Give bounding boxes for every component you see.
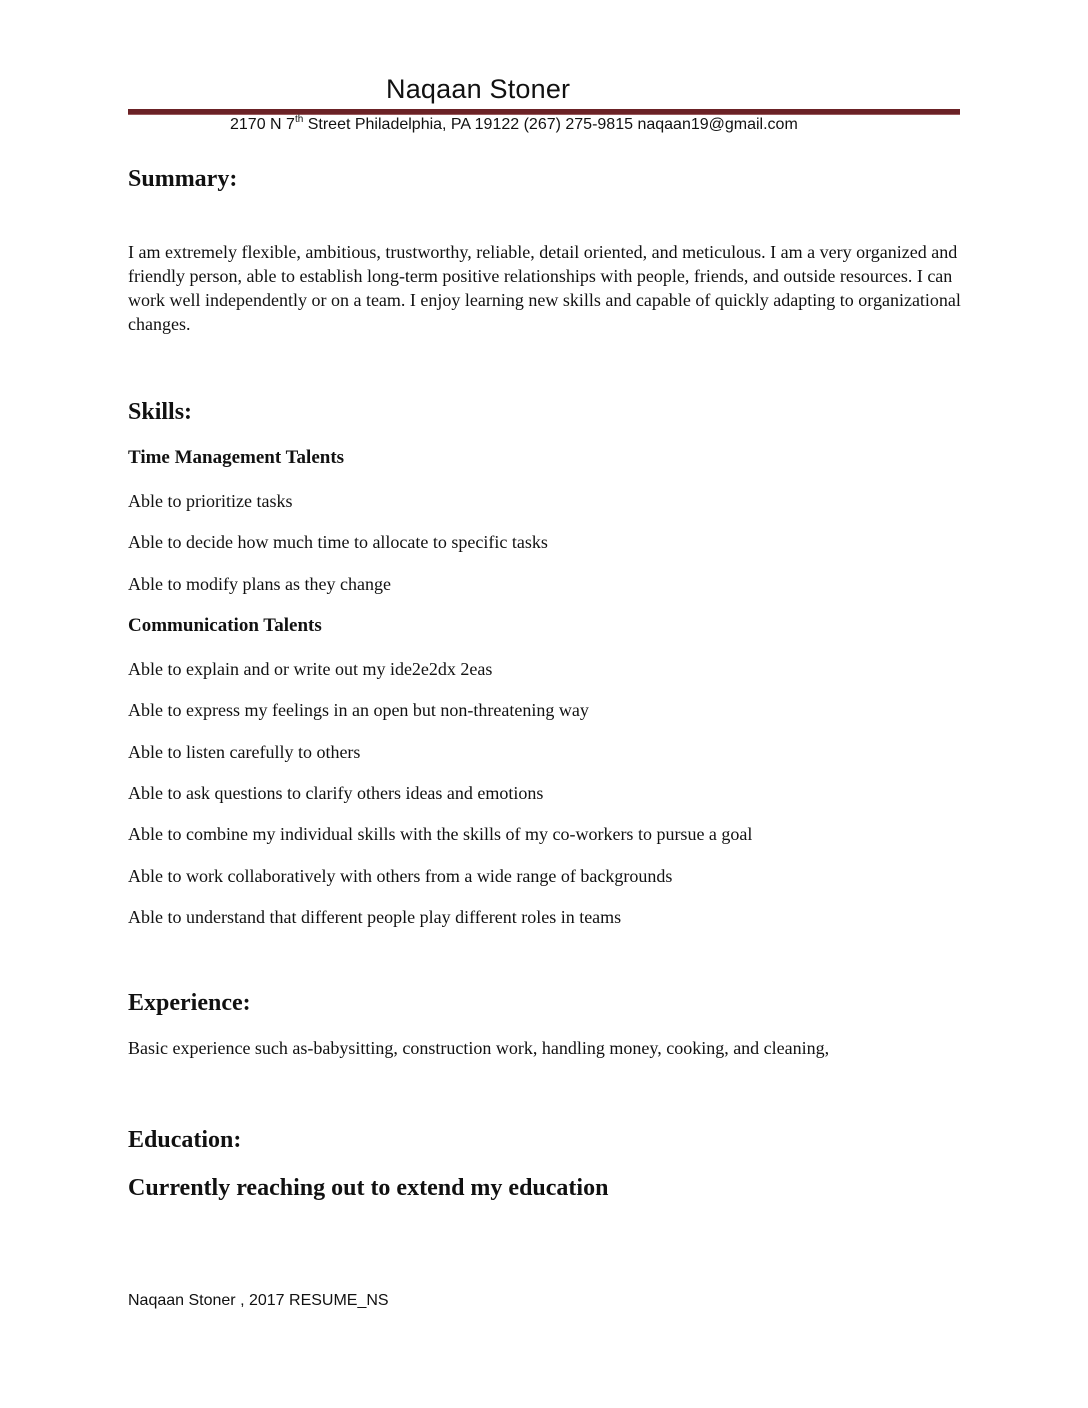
skill-item: Able to understand that different people play different roles in teams <box>128 907 622 927</box>
contact-line <box>230 116 798 134</box>
summary-heading: Summary: <box>128 166 238 192</box>
skills-heading: Skills: <box>128 399 193 425</box>
skill-item: Able to prioritize tasks <box>128 491 293 511</box>
education-heading: Education: <box>128 1127 242 1153</box>
summary-text: I am extremely flexible, ambitious, trustworthy, reliable, detail oriented, and meticulous. I am a very organized and friendly person, able to establish long-term positive relationships with people, friends, and outside resources. I can work well independently or on a team. I enjoy learning new skills and capable of quickly adapting to organizational changes. <box>128 242 961 334</box>
resume-name: Naqaan Stoner <box>386 74 571 104</box>
address-prefix: 2170 N 7 <box>230 116 295 133</box>
skill-item: Able to listen carefully to others <box>128 742 361 762</box>
header-divider <box>128 109 960 115</box>
skill-group-title: Communication Talents <box>128 615 322 636</box>
skill-group-title: Time Management Talents <box>128 447 345 468</box>
address-superscript: th <box>294 114 304 125</box>
skill-item: Able to work collaboratively with others from a wide range of backgrounds <box>128 866 673 886</box>
page-footer: Naqaan Stoner , 2017 RESUME_NS <box>128 1292 389 1309</box>
skill-item: Able to modify plans as they change <box>128 574 391 594</box>
experience-heading: Experience: <box>128 990 251 1016</box>
skill-item: Able to explain and or write out my ide2e2dx 2eas <box>128 659 493 679</box>
skill-item: Able to decide how much time to allocate to specific tasks <box>128 532 548 552</box>
education-text: Currently reaching out to extend my education <box>128 1175 609 1201</box>
skill-item: Able to combine my individual skills with the skills of my co-workers to pursue a goal <box>128 824 753 844</box>
experience-text: Basic experience such as-babysitting, construction work, handling money, cooking, and cleaning, <box>128 1038 830 1058</box>
address-rest: Street Philadelphia, PA 19122 (267) 275-9815 naqaan19@gmail.com <box>303 116 798 133</box>
skill-item: Able to express my feelings in an open but non-threatening way <box>128 700 589 720</box>
skill-item: Able to ask questions to clarify others ideas and emotions <box>128 783 544 803</box>
